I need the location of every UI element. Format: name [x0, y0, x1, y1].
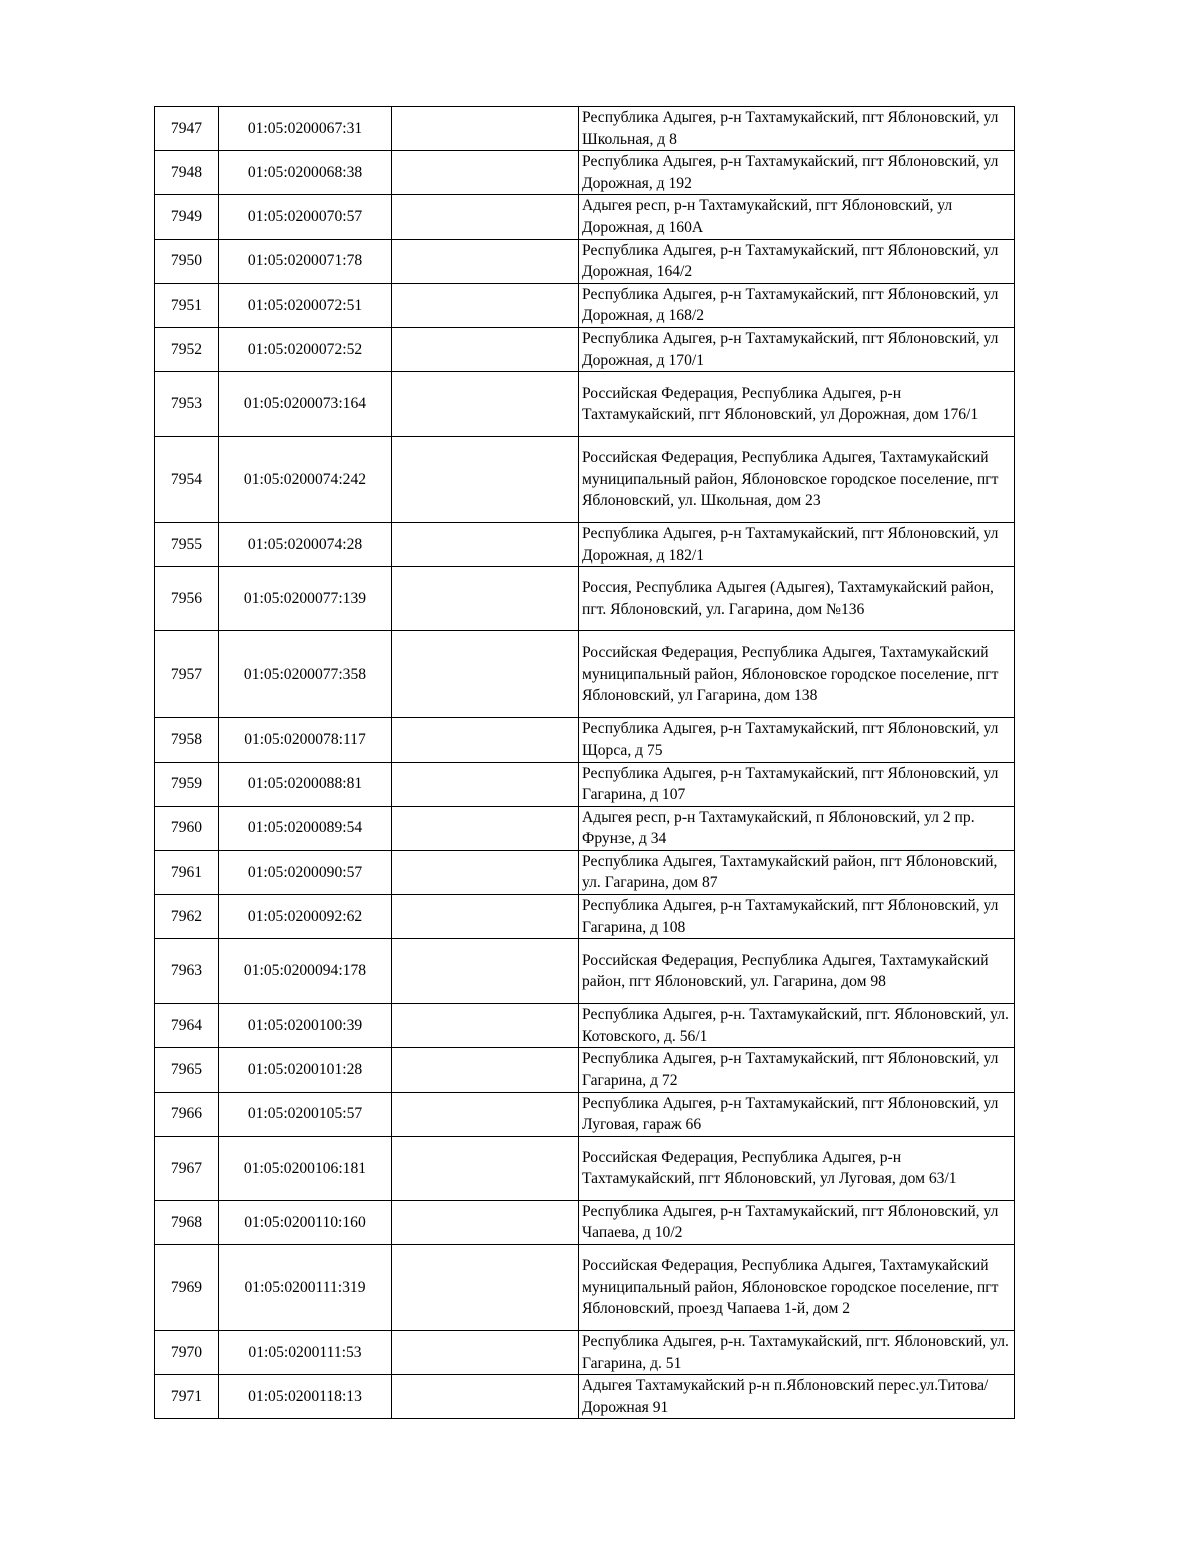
address-cell: Адыгея Тахтамукайский р-н п.Яблоновский перес.ул.Титова/Дорожная 91 — [579, 1375, 1015, 1419]
cadastral-number: 01:05:0200118:13 — [219, 1375, 392, 1419]
row-number: 7970 — [155, 1331, 219, 1375]
address-cell: Республика Адыгея, р-н Тахтамукайский, пгт Яблоновский, ул Луговая, гараж 66 — [579, 1092, 1015, 1136]
row-number: 7954 — [155, 437, 219, 523]
table-row — [155, 195, 1015, 239]
address-cell: Республика Адыгея, р-н. Тахтамукайский, пгт. Яблоновский, ул. Котовского, д. 56/1 — [579, 1004, 1015, 1048]
empty-cell — [392, 762, 579, 806]
row-number: 7968 — [155, 1200, 219, 1244]
address-cell: Республика Адыгея, р-н Тахтамукайский, пгт Яблоновский, ул Гагарина, д 72 — [579, 1048, 1015, 1092]
table-row — [155, 1200, 1015, 1244]
address-cell: Адыгея респ, р-н Тахтамукайский, п Яблоновский, ул 2 пр. Фрунзе, д 34 — [579, 806, 1015, 850]
land-plot-table — [154, 106, 1015, 1419]
row-number: 7961 — [155, 850, 219, 894]
row-number: 7959 — [155, 762, 219, 806]
cadastral-number: 01:05:0200089:54 — [219, 806, 392, 850]
cadastral-number: 01:05:0200088:81 — [219, 762, 392, 806]
table-row — [155, 1136, 1015, 1200]
table-row — [155, 1331, 1015, 1375]
empty-cell — [392, 806, 579, 850]
address-cell: Республика Адыгея, р-н Тахтамукайский, пгт Яблоновский, ул Дорожная, д 168/2 — [579, 283, 1015, 327]
cadastral-number: 01:05:0200111:53 — [219, 1331, 392, 1375]
table-row — [155, 1375, 1015, 1419]
address-cell: Российская Федерация, Республика Адыгея, р-н Тахтамукайский, пгт Яблоновский, ул Луговая, дом 63/1 — [579, 1136, 1015, 1200]
address-cell: Республика Адыгея, р-н Тахтамукайский, пгт Яблоновский, ул Щорса, д 75 — [579, 718, 1015, 762]
cadastral-number: 01:05:0200094:178 — [219, 939, 392, 1004]
address-cell: Адыгея респ, р-н Тахтамукайский, пгт Яблоновский, ул Дорожная, д 160А — [579, 195, 1015, 239]
table-row — [155, 1092, 1015, 1136]
table-row — [155, 107, 1015, 151]
cadastral-number: 01:05:0200070:57 — [219, 195, 392, 239]
address-cell: Российская Федерация, Республика Адыгея, Тахтамукайский муниципальный район, Яблоновское городское поселение, пгт Яблоновский, ул Гагарина, дом 138 — [579, 631, 1015, 718]
row-number: 7950 — [155, 239, 219, 283]
address-cell: Республика Адыгея, р-н Тахтамукайский, пгт Яблоновский, ул Дорожная, д 182/1 — [579, 523, 1015, 567]
empty-cell — [392, 195, 579, 239]
row-number: 7953 — [155, 372, 219, 437]
address-cell: Республика Адыгея, Тахтамукайский район, пгт Яблоновский, ул. Гагарина, дом 87 — [579, 850, 1015, 894]
cadastral-number: 01:05:0200092:62 — [219, 895, 392, 939]
table-row — [155, 631, 1015, 718]
table-row — [155, 939, 1015, 1004]
address-cell: Российская Федерация, Республика Адыгея, р-н Тахтамукайский, пгт Яблоновский, ул Дорожная, дом 176/1 — [579, 372, 1015, 437]
row-number: 7947 — [155, 107, 219, 151]
row-number: 7971 — [155, 1375, 219, 1419]
cadastral-number: 01:05:0200071:78 — [219, 239, 392, 283]
row-number: 7965 — [155, 1048, 219, 1092]
row-number: 7956 — [155, 567, 219, 631]
cadastral-number: 01:05:0200110:160 — [219, 1200, 392, 1244]
empty-cell — [392, 107, 579, 151]
address-cell: Российская Федерация, Республика Адыгея, Тахтамукайский муниципальный район, Яблоновское городское поселение, пгт Яблоновский, проезд Чапаева 1-й, дом 2 — [579, 1245, 1015, 1331]
address-cell: Российская Федерация, Республика Адыгея, Тахтамукайский муниципальный район, Яблоновское городское поселение, пгт Яблоновский, ул. Школьная, дом 23 — [579, 437, 1015, 523]
cadastral-number: 01:05:0200072:52 — [219, 327, 392, 371]
empty-cell — [392, 1200, 579, 1244]
address-cell: Республика Адыгея, р-н Тахтамукайский, пгт Яблоновский, ул Дорожная, д 170/1 — [579, 327, 1015, 371]
table-row — [155, 850, 1015, 894]
cadastral-number: 01:05:0200090:57 — [219, 850, 392, 894]
cadastral-number: 01:05:0200105:57 — [219, 1092, 392, 1136]
row-number: 7962 — [155, 895, 219, 939]
cadastral-number: 01:05:0200106:181 — [219, 1136, 392, 1200]
cadastral-number: 01:05:0200100:39 — [219, 1004, 392, 1048]
empty-cell — [392, 1136, 579, 1200]
table-body — [155, 107, 1015, 1419]
cadastral-number: 01:05:0200077:139 — [219, 567, 392, 631]
empty-cell — [392, 151, 579, 195]
cadastral-number: 01:05:0200074:28 — [219, 523, 392, 567]
address-cell: Республика Адыгея, р-н Тахтамукайский, пгт Яблоновский, ул Школьная, д 8 — [579, 107, 1015, 151]
table-row — [155, 762, 1015, 806]
row-number: 7958 — [155, 718, 219, 762]
address-cell: Республика Адыгея, р-н Тахтамукайский, пгт Яблоновский, ул Гагарина, д 108 — [579, 895, 1015, 939]
empty-cell — [392, 283, 579, 327]
empty-cell — [392, 718, 579, 762]
row-number: 7957 — [155, 631, 219, 718]
table-row — [155, 895, 1015, 939]
cadastral-number: 01:05:0200067:31 — [219, 107, 392, 151]
address-cell: Республика Адыгея, р-н Тахтамукайский, пгт Яблоновский, ул Дорожная, д 192 — [579, 151, 1015, 195]
row-number: 7960 — [155, 806, 219, 850]
empty-cell — [392, 372, 579, 437]
empty-cell — [392, 1331, 579, 1375]
empty-cell — [392, 1245, 579, 1331]
row-number: 7964 — [155, 1004, 219, 1048]
empty-cell — [392, 523, 579, 567]
table-row — [155, 239, 1015, 283]
empty-cell — [392, 1048, 579, 1092]
empty-cell — [392, 939, 579, 1004]
empty-cell — [392, 239, 579, 283]
row-number: 7955 — [155, 523, 219, 567]
cadastral-number: 01:05:0200074:242 — [219, 437, 392, 523]
table-row — [155, 327, 1015, 371]
table-row — [155, 1004, 1015, 1048]
empty-cell — [392, 1375, 579, 1419]
row-number: 7949 — [155, 195, 219, 239]
table-row — [155, 806, 1015, 850]
cadastral-number: 01:05:0200111:319 — [219, 1245, 392, 1331]
empty-cell — [392, 327, 579, 371]
address-cell: Республика Адыгея, р-н Тахтамукайский, пгт Яблоновский, ул Чапаева, д 10/2 — [579, 1200, 1015, 1244]
row-number: 7948 — [155, 151, 219, 195]
row-number: 7952 — [155, 327, 219, 371]
empty-cell — [392, 895, 579, 939]
empty-cell — [392, 1092, 579, 1136]
cadastral-number: 01:05:0200077:358 — [219, 631, 392, 718]
row-number: 7966 — [155, 1092, 219, 1136]
table-row — [155, 437, 1015, 523]
table-row — [155, 1245, 1015, 1331]
cadastral-number: 01:05:0200101:28 — [219, 1048, 392, 1092]
table-row — [155, 372, 1015, 437]
empty-cell — [392, 1004, 579, 1048]
cadastral-number: 01:05:0200072:51 — [219, 283, 392, 327]
address-cell: Российская Федерация, Республика Адыгея, Тахтамукайский район, пгт Яблоновский, ул. Гагарина, дом 98 — [579, 939, 1015, 1004]
table-row — [155, 567, 1015, 631]
table-row — [155, 523, 1015, 567]
row-number: 7967 — [155, 1136, 219, 1200]
address-cell: Республика Адыгея, р-н. Тахтамукайский, пгт. Яблоновский, ул. Гагарина, д. 51 — [579, 1331, 1015, 1375]
empty-cell — [392, 567, 579, 631]
table-row — [155, 151, 1015, 195]
address-cell: Республика Адыгея, р-н Тахтамукайский, пгт Яблоновский, ул Гагарина, д 107 — [579, 762, 1015, 806]
empty-cell — [392, 850, 579, 894]
empty-cell — [392, 631, 579, 718]
cadastral-number: 01:05:0200078:117 — [219, 718, 392, 762]
row-number: 7969 — [155, 1245, 219, 1331]
row-number: 7963 — [155, 939, 219, 1004]
table-row — [155, 283, 1015, 327]
cadastral-number: 01:05:0200073:164 — [219, 372, 392, 437]
address-cell: Росcия, Республика Адыгея (Адыгея), Тахтамукайский район, пгт. Яблоновский, ул. Гагарина, дом №136 — [579, 567, 1015, 631]
table-row — [155, 718, 1015, 762]
table-row — [155, 1048, 1015, 1092]
cadastral-number: 01:05:0200068:38 — [219, 151, 392, 195]
empty-cell — [392, 437, 579, 523]
row-number: 7951 — [155, 283, 219, 327]
address-cell: Республика Адыгея, р-н Тахтамукайский, пгт Яблоновский, ул Дорожная, 164/2 — [579, 239, 1015, 283]
